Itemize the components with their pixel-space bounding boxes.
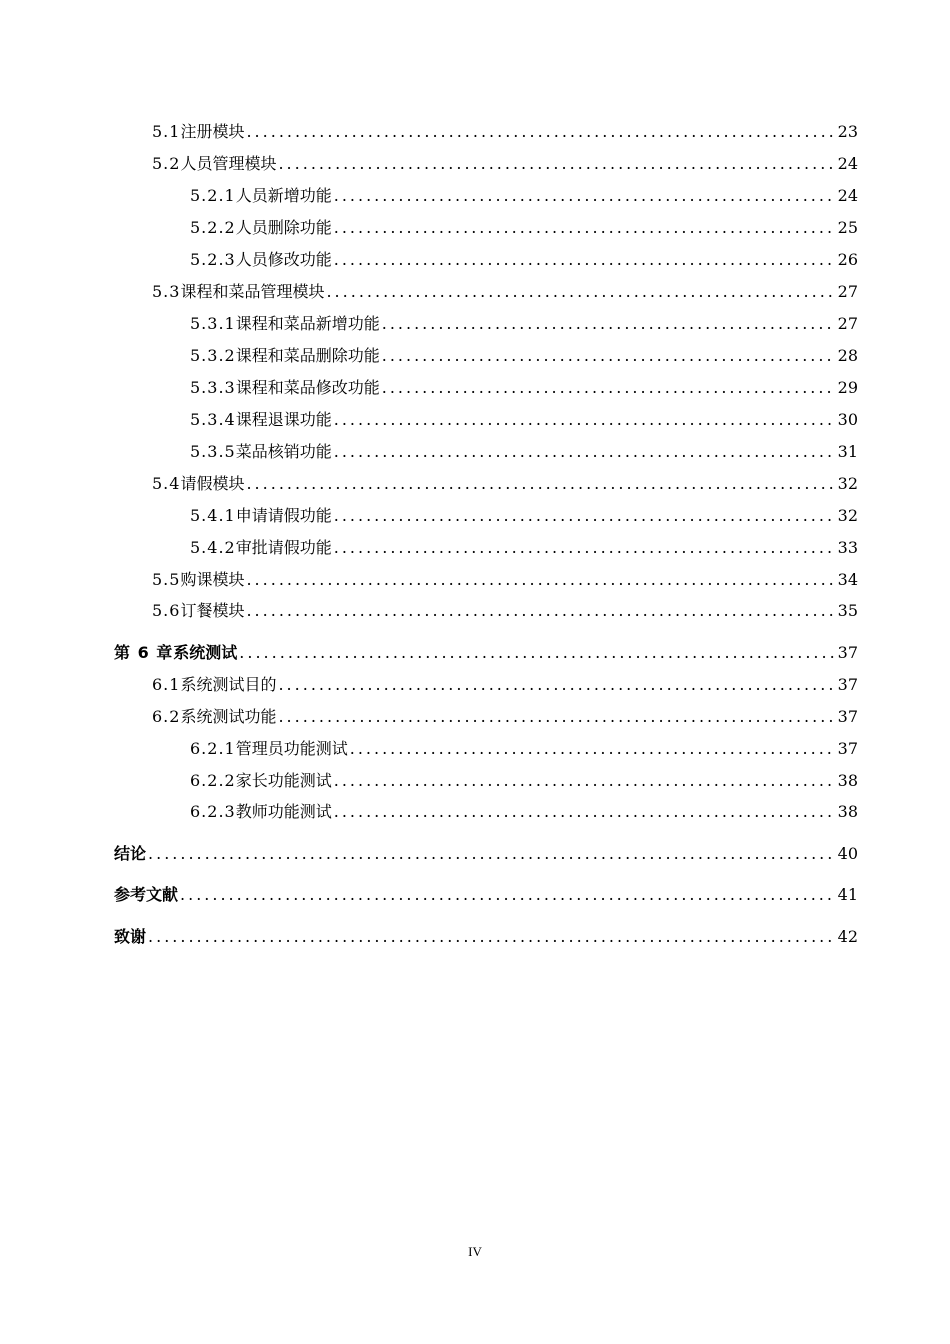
toc-entry[interactable] (190, 504, 858, 528)
toc-entry[interactable] (152, 152, 858, 176)
toc-dot-leader (246, 599, 835, 623)
toc-entry-page: 27 (837, 282, 858, 301)
toc-entry-page: 34 (837, 570, 858, 589)
toc-dot-leader (278, 673, 835, 697)
toc-entry-number: 5.2.1 (190, 186, 236, 205)
toc-entry-page: 25 (837, 218, 858, 237)
toc-dot-leader (334, 216, 836, 240)
toc-entry-title: 菜品核销功能 (235, 442, 332, 461)
toc-entry-page: 32 (837, 474, 858, 493)
toc-entry-page: 37 (837, 707, 858, 726)
toc-entry-number: 5.3.1 (190, 314, 236, 333)
toc-entry-number: 5.6 (152, 601, 181, 620)
toc-entry-page: 35 (837, 601, 858, 620)
toc-entry-number: 5.2.3 (190, 250, 236, 269)
toc-entry-number: 5.3.5 (190, 442, 236, 461)
toc-entry-title: 致谢 (114, 927, 147, 946)
toc-entry-title: 课程和菜品管理模块 (180, 282, 325, 301)
toc-entry[interactable] (190, 737, 858, 761)
toc-entry-title: 系统测试功能 (180, 707, 277, 726)
toc-entry[interactable] (152, 120, 858, 144)
toc-entry-number: 5.4 (152, 474, 181, 493)
toc-dot-leader (278, 152, 835, 176)
toc-entry-title: 家长功能测试 (235, 771, 332, 790)
toc-dot-leader (148, 842, 836, 866)
toc-dot-leader (239, 641, 835, 665)
toc-entry-number: 5.5 (152, 570, 181, 589)
toc-dot-leader (334, 248, 836, 272)
toc-entry-number: 6.2 (152, 707, 181, 726)
toc-entry-page: 24 (837, 154, 858, 173)
toc-entry-number: 5.3.3 (190, 378, 236, 397)
toc-entry-title: 审批请假功能 (235, 538, 332, 557)
toc-entry-page: 24 (837, 186, 858, 205)
toc-entry-page: 38 (837, 802, 858, 821)
toc-dot-leader (334, 769, 836, 793)
toc-dot-leader (246, 120, 835, 144)
toc-entry-page: 28 (837, 346, 858, 365)
toc-entry-number: 5.3 (152, 282, 181, 301)
toc-entry-title: 教师功能测试 (235, 802, 332, 821)
toc-dot-leader (278, 705, 835, 729)
toc-entry[interactable] (152, 568, 858, 592)
toc-entry-page: 40 (837, 844, 858, 863)
toc-entry-title: 系统测试 (173, 643, 238, 662)
toc-dot-leader (246, 568, 835, 592)
toc-entry-title: 课程退课功能 (235, 410, 332, 429)
toc-entry-title: 系统测试目的 (180, 675, 277, 694)
toc-entry-number: 6.2.3 (190, 802, 236, 821)
toc-entry-number: 5.4.1 (190, 506, 236, 525)
toc-dot-leader (148, 925, 836, 949)
toc-entry-title: 申请请假功能 (235, 506, 332, 525)
toc-entry-title: 购课模块 (180, 570, 245, 589)
toc-entry[interactable] (152, 280, 858, 304)
toc-entry-page: 38 (837, 771, 858, 790)
toc-entry-number: 6.2.1 (190, 739, 236, 758)
toc-dot-leader (382, 376, 836, 400)
toc-entry[interactable] (190, 216, 858, 240)
toc-entry-page: 37 (837, 739, 858, 758)
toc-entry[interactable] (190, 184, 858, 208)
toc-entry[interactable] (152, 673, 858, 697)
toc-entry-number: 5.2.2 (190, 218, 236, 237)
toc-entry-number: 5.3.4 (190, 410, 236, 429)
toc-chapter-entry[interactable] (114, 883, 858, 907)
toc-entry-title: 注册模块 (180, 122, 245, 141)
toc-entry-number: 5.1 (152, 122, 181, 141)
toc-dot-leader (334, 504, 836, 528)
toc-dot-leader (246, 472, 835, 496)
toc-chapter-entry[interactable] (114, 641, 858, 665)
toc-entry-number: 6.1 (152, 675, 181, 694)
toc-dot-leader (334, 440, 836, 464)
toc-entry[interactable] (190, 376, 858, 400)
toc-entry[interactable] (190, 800, 858, 824)
toc-entry-number: 5.2 (152, 154, 181, 173)
toc-entry-title: 订餐模块 (180, 601, 245, 620)
toc-entry-title: 结论 (114, 844, 147, 863)
toc-entry[interactable] (190, 536, 858, 560)
toc-entry[interactable] (190, 769, 858, 793)
toc-entry[interactable] (190, 344, 858, 368)
toc-entry-number: 5.3.2 (190, 346, 236, 365)
toc-dot-leader (334, 184, 836, 208)
toc-chapter-entry[interactable] (114, 925, 858, 949)
toc-entry[interactable] (190, 312, 858, 336)
toc-entry-title: 人员删除功能 (235, 218, 332, 237)
toc-entry-title: 课程和菜品删除功能 (235, 346, 380, 365)
toc-entry-page: 42 (837, 927, 858, 946)
toc-entry-page: 29 (837, 378, 858, 397)
toc-dot-leader (382, 312, 836, 336)
toc-entry-number: 5.4.2 (190, 538, 236, 557)
page-number: IV (468, 1244, 482, 1259)
toc-entry-title: 课程和菜品修改功能 (235, 378, 380, 397)
toc-entry-title: 人员修改功能 (235, 250, 332, 269)
toc-entry-title: 人员管理模块 (180, 154, 277, 173)
toc-dot-leader (382, 344, 836, 368)
toc-entry[interactable] (190, 408, 858, 432)
toc-entry[interactable] (152, 599, 858, 623)
toc-dot-leader (326, 280, 835, 304)
toc-dot-leader (334, 800, 836, 824)
toc-entry-page: 37 (837, 643, 858, 662)
toc-entry-page: 26 (837, 250, 858, 269)
toc-entry[interactable] (152, 472, 858, 496)
toc-entry-title: 课程和菜品新增功能 (235, 314, 380, 333)
toc-entry-number: 6.2.2 (190, 771, 236, 790)
toc-entry-page: 41 (837, 885, 858, 904)
toc-entry-page: 33 (837, 538, 858, 557)
toc-dot-leader (334, 408, 836, 432)
toc-entry-page: 30 (837, 410, 858, 429)
toc-chapter-entry[interactable] (114, 842, 858, 866)
toc-entry-title: 请假模块 (180, 474, 245, 493)
toc-entry-number: 第 6 章 (114, 643, 174, 662)
toc-entry[interactable] (190, 440, 858, 464)
toc-entry-page: 37 (837, 675, 858, 694)
toc-dot-leader (334, 536, 836, 560)
toc-dot-leader (180, 883, 836, 907)
toc-entry[interactable] (152, 705, 858, 729)
toc-entry-title: 管理员功能测试 (235, 739, 348, 758)
toc-entry-title: 人员新增功能 (235, 186, 332, 205)
toc-entry-page: 32 (837, 506, 858, 525)
toc-entry-page: 27 (837, 314, 858, 333)
toc-entry[interactable] (190, 248, 858, 272)
toc-entry-page: 23 (837, 122, 858, 141)
toc-dot-leader (350, 737, 836, 761)
toc-entry-title: 参考文献 (114, 885, 179, 904)
toc-entry-page: 31 (837, 442, 858, 461)
